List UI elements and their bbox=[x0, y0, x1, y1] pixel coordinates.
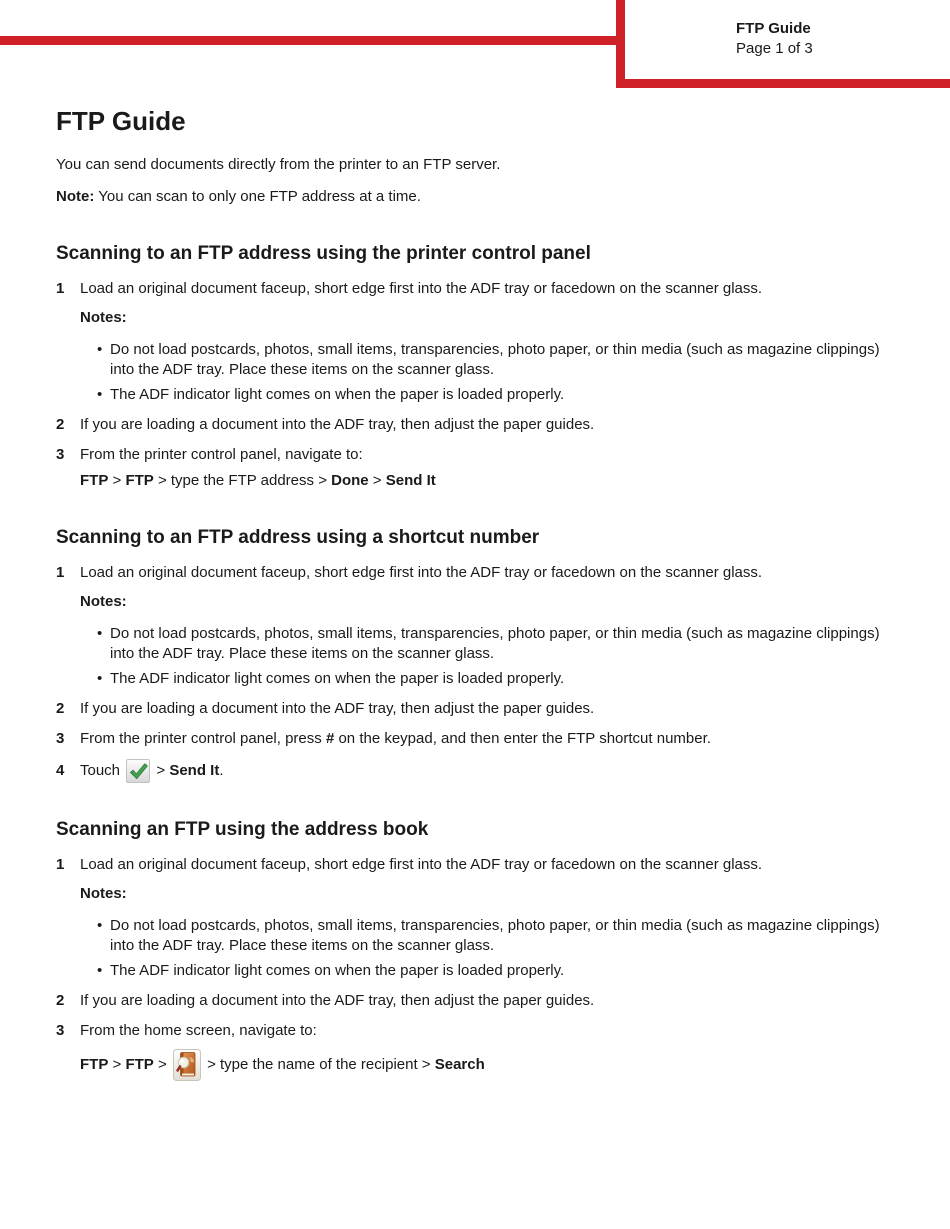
step-body bbox=[80, 991, 892, 1011]
section-heading-address-book: Scanning an FTP using the address book bbox=[56, 819, 429, 840]
note-item-text: The ADF indicator light comes on when the paper is loaded properly. bbox=[110, 670, 565, 687]
bullet-icon: • bbox=[97, 917, 103, 934]
step-body bbox=[80, 563, 892, 689]
step-text bbox=[80, 759, 892, 783]
notes-list bbox=[80, 624, 892, 689]
hash-key-label: # bbox=[325, 730, 335, 747]
step-number: 2 bbox=[56, 416, 65, 433]
step-item bbox=[56, 855, 892, 981]
navigation-path bbox=[80, 471, 892, 491]
path-segment: Done bbox=[331, 472, 369, 489]
path-separator: > bbox=[152, 761, 170, 779]
step-number: 1 bbox=[56, 280, 65, 297]
step-item bbox=[56, 759, 892, 783]
step-number: 2 bbox=[56, 700, 65, 717]
header-doc-title: FTP Guide bbox=[736, 20, 811, 37]
note-paragraph bbox=[56, 187, 892, 207]
section-heading-shortcut-number: Scanning to an FTP address using a shortcut number bbox=[56, 527, 540, 548]
path-separator: > bbox=[153, 1055, 171, 1073]
list-item bbox=[97, 624, 892, 664]
step-number: 3 bbox=[56, 1022, 65, 1039]
bullet-icon: • bbox=[97, 962, 103, 979]
step-text bbox=[80, 729, 892, 749]
notes-label: Notes: bbox=[80, 885, 127, 902]
document-content bbox=[56, 0, 892, 1091]
note-item-text: Do not load postcards, photos, small items, transparencies, photo paper, or thin media (such as magazine clippings) into the ADF tray. Place these items on the scanner glass. bbox=[110, 625, 880, 662]
step-text-segment: From the printer control panel, press bbox=[80, 730, 326, 747]
list-item bbox=[97, 961, 892, 981]
step-item bbox=[56, 699, 892, 719]
path-segment: Send It bbox=[385, 472, 436, 489]
path-segment: > type the FTP address > bbox=[153, 472, 332, 489]
navigation-path bbox=[80, 1049, 892, 1081]
step-item bbox=[56, 445, 892, 491]
note-item-text: Do not load postcards, photos, small items, transparencies, photo paper, or thin media (such as magazine clippings) into the ADF tray. Place these items on the scanner glass. bbox=[110, 341, 880, 378]
step-number: 2 bbox=[56, 992, 65, 1009]
step-item bbox=[56, 991, 892, 1011]
bullet-icon: • bbox=[97, 625, 103, 642]
path-separator: > bbox=[108, 1055, 126, 1073]
step-number: 1 bbox=[56, 564, 65, 581]
path-segment: FTP bbox=[125, 1055, 154, 1073]
section-heading-control-panel: Scanning to an FTP address using the printer control panel bbox=[56, 243, 591, 264]
step-text: From the printer control panel, navigate to: bbox=[80, 446, 363, 463]
address-book-icon bbox=[173, 1049, 201, 1081]
notes-list bbox=[80, 916, 892, 981]
step-item bbox=[56, 279, 892, 405]
step-text: If you are loading a document into the ADF tray, then adjust the paper guides. bbox=[80, 416, 595, 433]
step-body bbox=[80, 855, 892, 981]
step-number: 1 bbox=[56, 856, 65, 873]
intro-paragraph: You can send documents directly from the printer to an FTP server. bbox=[56, 156, 501, 173]
note-text: You can scan to only one FTP address at a time. bbox=[94, 188, 421, 205]
step-item bbox=[56, 563, 892, 689]
path-separator: > bbox=[108, 472, 126, 489]
step-text-segment: Touch bbox=[80, 761, 125, 779]
step-body bbox=[80, 729, 892, 749]
path-segment: FTP bbox=[80, 1055, 109, 1073]
step-body bbox=[80, 279, 892, 405]
notes-label: Notes: bbox=[80, 309, 127, 326]
step-item bbox=[56, 1021, 892, 1081]
path-segment: FTP bbox=[125, 472, 154, 489]
step-item bbox=[56, 729, 892, 749]
step-text: Load an original document faceup, short edge first into the ADF tray or facedown on the scanner glass. bbox=[80, 564, 763, 581]
step-body bbox=[80, 445, 892, 491]
header-page-number: Page 1 of 3 bbox=[736, 40, 813, 57]
path-segment: > type the name of the recipient > bbox=[202, 1055, 435, 1073]
step-text-segment: . bbox=[219, 761, 224, 779]
note-label: Note: bbox=[56, 188, 95, 205]
notes-label: Notes: bbox=[80, 593, 127, 610]
step-text: Load an original document faceup, short edge first into the ADF tray or facedown on the scanner glass. bbox=[80, 856, 763, 873]
bullet-icon: • bbox=[97, 386, 103, 403]
step-item bbox=[56, 415, 892, 435]
step-number: 3 bbox=[56, 730, 65, 747]
page-title: FTP Guide bbox=[56, 106, 186, 136]
note-item-text: Do not load postcards, photos, small items, transparencies, photo paper, or thin media (such as magazine clippings) into the ADF tray. Place these items on the scanner glass. bbox=[110, 917, 880, 954]
list-item bbox=[97, 669, 892, 689]
checkmark-icon bbox=[126, 759, 150, 783]
step-body bbox=[80, 759, 892, 783]
bullet-icon: • bbox=[97, 341, 103, 358]
step-text: If you are loading a document into the ADF tray, then adjust the paper guides. bbox=[80, 700, 595, 717]
step-body bbox=[80, 699, 892, 719]
step-number: 3 bbox=[56, 446, 65, 463]
list-item bbox=[97, 340, 892, 380]
step-text: Load an original document faceup, short edge first into the ADF tray or facedown on the scanner glass. bbox=[80, 280, 763, 297]
path-segment: FTP bbox=[80, 472, 109, 489]
list-item bbox=[97, 916, 892, 956]
path-separator: > bbox=[368, 472, 386, 489]
note-item-text: The ADF indicator light comes on when the paper is loaded properly. bbox=[110, 386, 565, 403]
notes-list bbox=[80, 340, 892, 405]
step-text: If you are loading a document into the ADF tray, then adjust the paper guides. bbox=[80, 992, 595, 1009]
step-body bbox=[80, 415, 892, 435]
step-text-segment: on the keypad, and then enter the FTP shortcut number. bbox=[334, 730, 711, 747]
bullet-icon: • bbox=[97, 670, 103, 687]
list-item bbox=[97, 385, 892, 405]
path-segment: Send It bbox=[169, 761, 220, 779]
path-segment: Search bbox=[434, 1055, 485, 1073]
step-text: From the home screen, navigate to: bbox=[80, 1022, 317, 1039]
note-item-text: The ADF indicator light comes on when the paper is loaded properly. bbox=[110, 962, 565, 979]
step-body bbox=[80, 1021, 892, 1081]
step-number: 4 bbox=[56, 762, 65, 779]
